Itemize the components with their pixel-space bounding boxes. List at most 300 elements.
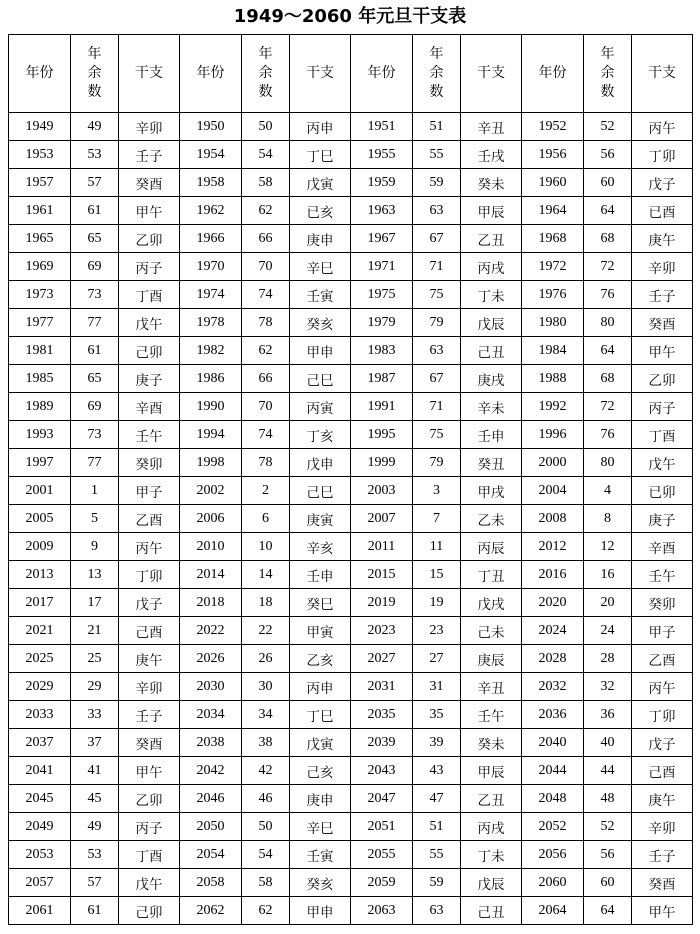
remainder-cell: 62 [242,897,290,925]
year-cell: 2043 [351,757,413,785]
remainder-cell: 61 [71,897,119,925]
remainder-cell: 22 [242,617,290,645]
header-year: 年份 [180,35,242,113]
ganzhi-cell: 癸巳 [290,589,351,617]
ganzhi-cell: 丙戌 [461,253,522,281]
table-row [9,617,693,645]
header-remainder: 年 余 数 [413,35,461,113]
ganzhi-cell: 丙午 [632,113,693,141]
table-row [9,169,693,197]
ganzhi-cell: 甲申 [290,897,351,925]
ganzhi-cell: 辛酉 [119,393,180,421]
remainder-cell: 76 [584,281,632,309]
remainder-cell: 26 [242,645,290,673]
year-cell: 1989 [9,393,71,421]
table-row [9,113,693,141]
year-cell: 2004 [522,477,584,505]
ganzhi-cell: 癸丑 [461,449,522,477]
year-cell: 2062 [180,897,242,925]
ganzhi-cell: 辛巳 [290,253,351,281]
year-cell: 1997 [9,449,71,477]
remainder-cell: 9 [71,533,119,561]
year-cell: 2016 [522,561,584,589]
remainder-cell: 55 [413,141,461,169]
table-row [9,589,693,617]
remainder-cell: 47 [413,785,461,813]
remainder-cell: 62 [242,197,290,225]
ganzhi-cell: 戊戌 [461,589,522,617]
year-cell: 2018 [180,589,242,617]
year-cell: 2037 [9,729,71,757]
ganzhi-cell: 己未 [461,617,522,645]
ganzhi-cell: 庚申 [290,225,351,253]
ganzhi-cell: 庚寅 [290,505,351,533]
ganzhi-cell: 庚午 [119,645,180,673]
remainder-cell: 23 [413,617,461,645]
ganzhi-cell: 戊申 [290,449,351,477]
year-cell: 2021 [9,617,71,645]
year-cell: 2061 [9,897,71,925]
remainder-cell: 36 [584,701,632,729]
remainder-cell: 51 [413,813,461,841]
year-cell: 2015 [351,561,413,589]
ganzhi-cell: 癸酉 [632,869,693,897]
ganzhi-cell: 庚午 [632,785,693,813]
ganzhi-cell: 己卯 [119,897,180,925]
remainder-cell: 60 [584,869,632,897]
remainder-cell: 60 [584,169,632,197]
year-cell: 2028 [522,645,584,673]
remainder-cell: 68 [584,225,632,253]
remainder-cell: 57 [71,869,119,897]
remainder-cell: 64 [584,897,632,925]
ganzhi-cell: 癸酉 [119,169,180,197]
ganzhi-cell: 甲午 [119,197,180,225]
remainder-cell: 3 [413,477,461,505]
ganzhi-cell: 甲寅 [290,617,351,645]
year-cell: 2060 [522,869,584,897]
remainder-cell: 42 [242,757,290,785]
year-cell: 2049 [9,813,71,841]
ganzhi-cell: 丙子 [119,253,180,281]
year-cell: 1972 [522,253,584,281]
year-cell: 1984 [522,337,584,365]
ganzhi-cell: 已酉 [632,197,693,225]
ganzhi-cell: 壬子 [119,141,180,169]
ganzhi-cell: 癸亥 [290,869,351,897]
year-cell: 1962 [180,197,242,225]
year-cell: 1970 [180,253,242,281]
table-row [9,813,693,841]
remainder-cell: 65 [71,365,119,393]
remainder-cell: 33 [71,701,119,729]
ganzhi-cell: 丙申 [290,113,351,141]
remainder-cell: 38 [242,729,290,757]
year-cell: 2046 [180,785,242,813]
ganzhi-cell: 甲子 [632,617,693,645]
ganzhi-cell: 戊寅 [290,169,351,197]
year-cell: 2036 [522,701,584,729]
remainder-cell: 58 [242,169,290,197]
remainder-cell: 65 [71,225,119,253]
year-cell: 2052 [522,813,584,841]
year-cell: 1998 [180,449,242,477]
remainder-cell: 56 [584,841,632,869]
remainder-cell: 67 [413,225,461,253]
year-cell: 1956 [522,141,584,169]
remainder-cell: 37 [71,729,119,757]
table-row [9,253,693,281]
year-cell: 1995 [351,421,413,449]
header-remainder: 年 余 数 [242,35,290,113]
remainder-cell: 80 [584,449,632,477]
remainder-cell: 71 [413,393,461,421]
year-cell: 1982 [180,337,242,365]
remainder-cell: 61 [71,197,119,225]
ganzhi-cell: 丁酉 [632,421,693,449]
year-cell: 2001 [9,477,71,505]
table-row [9,421,693,449]
remainder-cell: 67 [413,365,461,393]
remainder-cell: 20 [584,589,632,617]
table-row [9,365,693,393]
ganzhi-cell: 丁亥 [290,421,351,449]
year-cell: 1999 [351,449,413,477]
year-cell: 2040 [522,729,584,757]
remainder-cell: 13 [71,561,119,589]
year-cell: 1996 [522,421,584,449]
year-cell: 1977 [9,309,71,337]
ganzhi-cell: 丁丑 [461,561,522,589]
ganzhi-cell: 壬午 [461,701,522,729]
ganzhi-cell: 癸未 [461,729,522,757]
table-row [9,281,693,309]
year-cell: 2026 [180,645,242,673]
remainder-cell: 46 [242,785,290,813]
ganzhi-cell: 癸酉 [119,729,180,757]
year-cell: 2003 [351,477,413,505]
remainder-cell: 16 [584,561,632,589]
remainder-cell: 54 [242,841,290,869]
year-cell: 2054 [180,841,242,869]
year-cell: 2000 [522,449,584,477]
year-cell: 2032 [522,673,584,701]
year-cell: 1963 [351,197,413,225]
remainder-cell: 64 [584,337,632,365]
ganzhi-cell: 壬申 [461,421,522,449]
ganzhi-cell: 丙申 [290,673,351,701]
ganzhi-cell: 己巳 [290,477,351,505]
year-cell: 2014 [180,561,242,589]
year-cell: 1980 [522,309,584,337]
remainder-cell: 59 [413,869,461,897]
year-cell: 2039 [351,729,413,757]
year-cell: 2059 [351,869,413,897]
remainder-cell: 5 [71,505,119,533]
remainder-cell: 69 [71,393,119,421]
remainder-cell: 53 [71,841,119,869]
remainder-cell: 2 [242,477,290,505]
year-cell: 1955 [351,141,413,169]
remainder-cell: 76 [584,421,632,449]
ganzhi-cell: 戊辰 [461,309,522,337]
ganzhi-cell: 丁巳 [290,701,351,729]
year-cell: 2022 [180,617,242,645]
year-cell: 1952 [522,113,584,141]
remainder-cell: 29 [71,673,119,701]
header-ganzhi: 干支 [290,35,351,113]
remainder-cell: 52 [584,813,632,841]
year-cell: 2051 [351,813,413,841]
ganzhi-cell: 壬午 [119,421,180,449]
year-cell: 2031 [351,673,413,701]
remainder-cell: 25 [71,645,119,673]
ganzhi-cell: 戊子 [632,729,693,757]
year-cell: 2013 [9,561,71,589]
ganzhi-cell: 乙酉 [119,505,180,533]
ganzhi-cell: 丁巳 [290,141,351,169]
year-cell: 2023 [351,617,413,645]
ganzhi-cell: 甲戌 [461,477,522,505]
ganzhi-cell: 丙寅 [290,393,351,421]
remainder-cell: 32 [584,673,632,701]
remainder-cell: 51 [413,113,461,141]
table-row [9,701,693,729]
year-cell: 1949 [9,113,71,141]
ganzhi-cell: 乙亥 [290,645,351,673]
year-cell: 2006 [180,505,242,533]
year-cell: 2041 [9,757,71,785]
remainder-cell: 55 [413,841,461,869]
year-cell: 2007 [351,505,413,533]
year-cell: 2057 [9,869,71,897]
year-cell: 1954 [180,141,242,169]
year-cell: 1953 [9,141,71,169]
year-cell: 1960 [522,169,584,197]
page-title: 1949～2060 年元旦干支表 [233,6,467,27]
year-cell: 1985 [9,365,71,393]
remainder-cell: 6 [242,505,290,533]
remainder-cell: 41 [71,757,119,785]
year-cell: 1990 [180,393,242,421]
table-row [9,505,693,533]
year-cell: 1957 [9,169,71,197]
year-cell: 1967 [351,225,413,253]
ganzhi-cell: 壬子 [632,281,693,309]
ganzhi-cell: 戊寅 [290,729,351,757]
year-cell: 2012 [522,533,584,561]
remainder-cell: 63 [413,197,461,225]
year-cell: 1975 [351,281,413,309]
year-cell: 2056 [522,841,584,869]
remainder-cell: 73 [71,421,119,449]
year-cell: 1971 [351,253,413,281]
year-cell: 1965 [9,225,71,253]
remainder-cell: 24 [584,617,632,645]
remainder-cell: 57 [71,169,119,197]
year-cell: 2044 [522,757,584,785]
remainder-cell: 78 [242,449,290,477]
ganzhi-cell: 己亥 [290,757,351,785]
table-row [9,477,693,505]
year-cell: 1950 [180,113,242,141]
remainder-cell: 62 [242,337,290,365]
remainder-cell: 75 [413,421,461,449]
ganzhi-cell: 己卯 [119,337,180,365]
header-year: 年份 [351,35,413,113]
remainder-cell: 40 [584,729,632,757]
ganzhi-cell: 已卯 [632,477,693,505]
year-cell: 1974 [180,281,242,309]
ganzhi-cell: 辛卯 [632,813,693,841]
table-row [9,673,693,701]
remainder-cell: 10 [242,533,290,561]
ganzhi-cell: 壬子 [119,701,180,729]
remainder-cell: 56 [584,141,632,169]
table-row [9,225,693,253]
ganzhi-cell: 甲午 [119,757,180,785]
table-row [9,197,693,225]
remainder-cell: 53 [71,141,119,169]
remainder-cell: 4 [584,477,632,505]
remainder-cell: 63 [413,897,461,925]
remainder-cell: 66 [242,365,290,393]
year-cell: 2010 [180,533,242,561]
ganzhi-cell: 乙丑 [461,785,522,813]
ganzhi-cell: 丙子 [632,393,693,421]
table-row [9,785,693,813]
remainder-cell: 12 [584,533,632,561]
ganzhi-cell: 丁酉 [119,281,180,309]
remainder-cell: 15 [413,561,461,589]
table-row [9,449,693,477]
year-cell: 2034 [180,701,242,729]
year-cell: 1968 [522,225,584,253]
year-cell: 1958 [180,169,242,197]
remainder-cell: 34 [242,701,290,729]
ganzhi-cell: 辛卯 [119,673,180,701]
header-remainder: 年 余 数 [71,35,119,113]
ganzhi-cell: 癸卯 [632,589,693,617]
remainder-cell: 63 [413,337,461,365]
remainder-cell: 8 [584,505,632,533]
ganzhi-cell: 壬寅 [290,841,351,869]
remainder-cell: 21 [71,617,119,645]
ganzhi-cell: 辛亥 [290,533,351,561]
remainder-cell: 50 [242,813,290,841]
remainder-cell: 68 [584,365,632,393]
remainder-cell: 27 [413,645,461,673]
ganzhi-cell: 丁卯 [632,141,693,169]
year-cell: 2038 [180,729,242,757]
table-row [9,533,693,561]
year-cell: 2047 [351,785,413,813]
year-cell: 1964 [522,197,584,225]
ganzhi-cell: 乙卯 [119,785,180,813]
year-cell: 1961 [9,197,71,225]
ganzhi-cell: 辛酉 [632,533,693,561]
year-cell: 1976 [522,281,584,309]
remainder-cell: 77 [71,449,119,477]
remainder-cell: 17 [71,589,119,617]
remainder-cell: 19 [413,589,461,617]
remainder-cell: 39 [413,729,461,757]
year-cell: 2020 [522,589,584,617]
ganzhi-cell: 己酉 [119,617,180,645]
table-row [9,141,693,169]
table-row [9,897,693,925]
remainder-cell: 71 [413,253,461,281]
header-ganzhi: 干支 [461,35,522,113]
year-cell: 1988 [522,365,584,393]
remainder-cell: 78 [242,309,290,337]
remainder-cell: 1 [71,477,119,505]
ganzhi-cell: 己丑 [461,337,522,365]
ganzhi-cell: 庚午 [632,225,693,253]
table-row [9,869,693,897]
year-cell: 2050 [180,813,242,841]
ganzhi-cell: 戊子 [119,589,180,617]
remainder-cell: 49 [71,813,119,841]
remainder-cell: 48 [584,785,632,813]
year-cell: 1951 [351,113,413,141]
remainder-cell: 73 [71,281,119,309]
remainder-cell: 75 [413,281,461,309]
year-cell: 2055 [351,841,413,869]
header-year: 年份 [522,35,584,113]
remainder-cell: 74 [242,421,290,449]
ganzhi-cell: 戊午 [119,869,180,897]
remainder-cell: 18 [242,589,290,617]
table-row [9,337,693,365]
year-cell: 1973 [9,281,71,309]
ganzhi-cell: 甲午 [632,337,693,365]
header-remainder: 年 余 数 [584,35,632,113]
ganzhi-cell: 庚子 [632,505,693,533]
year-cell: 1978 [180,309,242,337]
year-cell: 1981 [9,337,71,365]
remainder-cell: 43 [413,757,461,785]
year-cell: 2058 [180,869,242,897]
year-cell: 1991 [351,393,413,421]
year-cell: 1969 [9,253,71,281]
table-row [9,645,693,673]
ganzhi-cell: 丙午 [632,673,693,701]
remainder-cell: 28 [584,645,632,673]
table-body [9,113,693,925]
header-row [9,35,693,113]
ganzhi-cell: 壬寅 [290,281,351,309]
remainder-cell: 35 [413,701,461,729]
year-cell: 1994 [180,421,242,449]
ganzhi-cell: 壬子 [632,841,693,869]
remainder-cell: 64 [584,197,632,225]
ganzhi-cell: 丁酉 [119,841,180,869]
ganzhi-cell: 癸亥 [290,309,351,337]
remainder-cell: 70 [242,253,290,281]
table-row [9,393,693,421]
ganzhi-cell: 甲辰 [461,757,522,785]
ganzhi-cell: 己酉 [632,757,693,785]
ganzhi-cell: 乙卯 [119,225,180,253]
year-cell: 1992 [522,393,584,421]
year-cell: 2063 [351,897,413,925]
year-cell: 2048 [522,785,584,813]
ganzhi-cell: 甲申 [290,337,351,365]
ganzhi-cell: 丁卯 [119,561,180,589]
ganzhi-cell: 壬戌 [461,141,522,169]
remainder-cell: 30 [242,673,290,701]
